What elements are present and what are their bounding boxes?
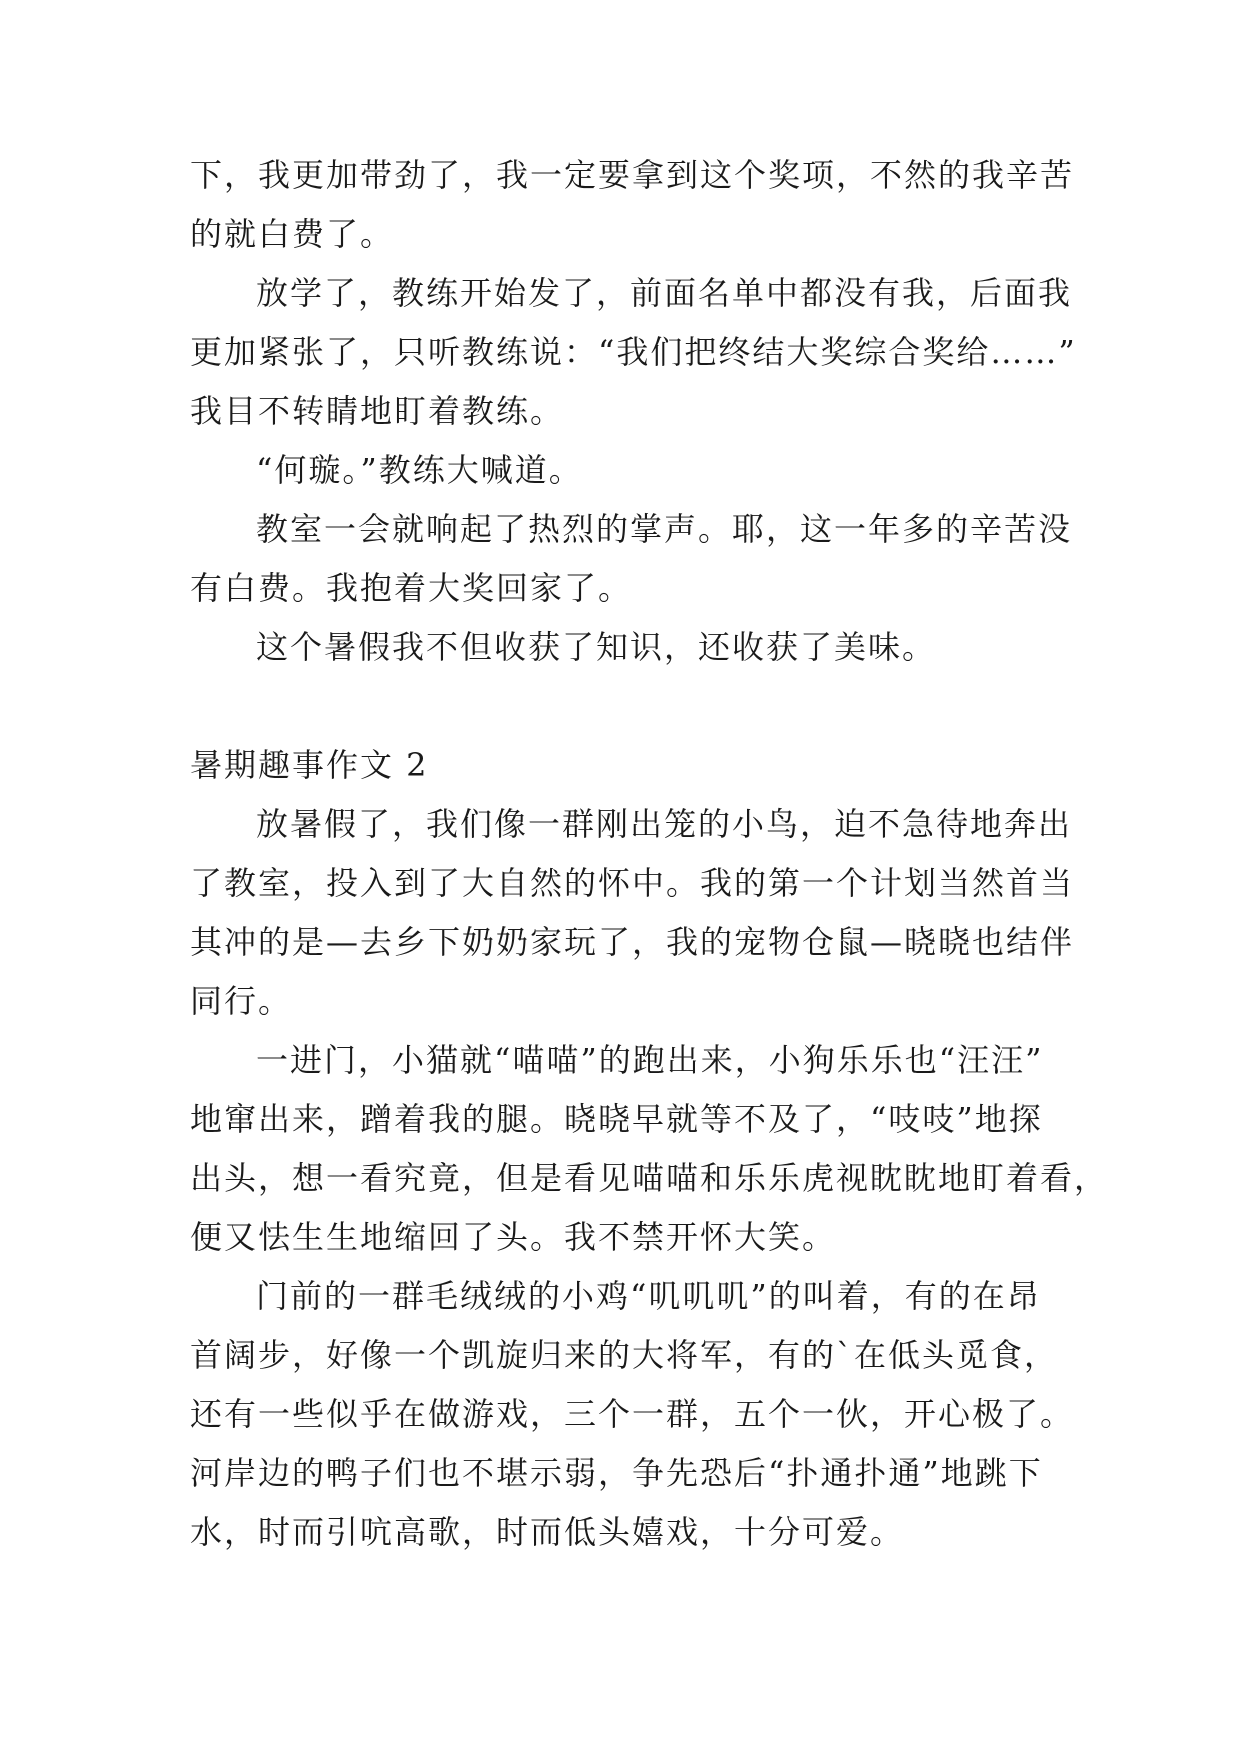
text-line: 教室一会就响起了热烈的掌声。耶，这一年多的辛苦没 <box>256 510 1073 548</box>
text-line: 放学了，教练开始发了，前面名单中都没有我，后面我 <box>256 274 1073 312</box>
paragraph <box>190 628 1080 667</box>
paragraph <box>190 1041 1109 1257</box>
text-line: 有白费。我抱着大奖回家了。 <box>190 569 633 607</box>
section-spacer <box>190 687 1080 746</box>
text-line: 出头，想一看究竟，但是看见喵喵和乐乐虎视眈眈地盯着看， <box>190 1159 1109 1197</box>
text-line: 还有一些似乎在做游戏，三个一群，五个一伙，开心极了。 <box>190 1395 1075 1433</box>
text-line: 门前的一群毛绒绒的小鸡“叽叽叽”的叫着，有的在昂 <box>256 1277 1041 1315</box>
text-line: 的就白费了。 <box>190 215 395 253</box>
text-line: 放暑假了，我们像一群刚出笼的小鸟，迫不急待地奔出 <box>256 805 1073 843</box>
paragraph <box>190 156 1080 254</box>
text-line: 一进门，小猫就“喵喵”的跑出来，小狗乐乐也“汪汪” <box>256 1041 1044 1079</box>
text-line: 这个暑假我不但收获了知识，还收获了美味。 <box>256 628 937 666</box>
paragraph <box>190 451 1080 490</box>
text-line: 首阔步，好像一个凯旋归来的大将军，有的`在低头觅食， <box>190 1336 1059 1374</box>
text-line: 更加紧张了，只听教练说：“我们把终结大奖综合奖给……” <box>190 333 1077 371</box>
paragraph <box>190 1277 1080 1552</box>
section-heading: 暑期趣事作文 2 <box>190 746 429 784</box>
paragraph <box>190 274 1080 431</box>
document-body <box>190 156 1109 1572</box>
text-line: 河岸边的鸭子们也不堪示弱，争先恐后“扑通扑通”地跳下 <box>190 1454 1043 1492</box>
text-line: 便又怯生生地缩回了头。我不禁开怀大笑。 <box>190 1218 837 1256</box>
text-line: 我目不转睛地盯着教练。 <box>190 392 565 430</box>
text-line: 地窜出来，蹭着我的腿。晓晓早就等不及了，“吱吱”地探 <box>190 1100 1043 1138</box>
paragraph <box>190 510 1080 608</box>
text-line: 了教室，投入到了大自然的怀中。我的第一个计划当然首当 <box>190 864 1075 902</box>
paragraph <box>190 805 1080 1021</box>
text-line: 水，时而引吭高歌，时而低头嬉戏，十分可爱。 <box>190 1513 905 1551</box>
text-line: “何璇。”教练大喊道。 <box>256 451 583 489</box>
text-line: 同行。 <box>190 982 293 1020</box>
text-line: 其冲的是—去乡下奶奶家玩了，我的宠物仓鼠—晓晓也结伴 <box>190 923 1075 961</box>
text-line: 下，我更加带劲了，我一定要拿到这个奖项，不然的我辛苦 <box>190 156 1075 194</box>
